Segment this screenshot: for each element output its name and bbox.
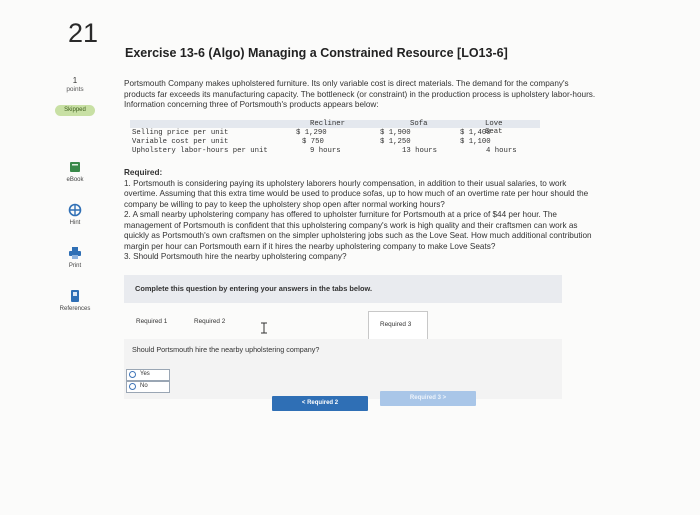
radio-yes[interactable] xyxy=(129,371,136,378)
tab-bar xyxy=(128,311,564,339)
cell-love-seat: $ 1,400 xyxy=(460,129,491,137)
table-row xyxy=(130,147,540,156)
table-row xyxy=(130,129,540,138)
header-recliner: Recliner xyxy=(310,120,346,128)
intro-line: Information concerning three of Portsmouth's products appears below: xyxy=(124,100,379,109)
panel-question: Should Portsmouth hire the nearby upholstering company? xyxy=(132,345,320,354)
header-sofa: Sofa xyxy=(410,120,428,128)
intro-line: products far exceeds its manufacturing capacity. The bottleneck (or constraint) in the production process is upholstery labor-hours. xyxy=(124,89,596,99)
option-no[interactable] xyxy=(126,381,170,393)
row-label: Selling price per unit xyxy=(132,129,229,137)
tab-required-1[interactable]: Required 1 xyxy=(136,318,168,325)
option-yes-label: Yes xyxy=(140,371,150,377)
header-love-seat: Love Seat xyxy=(485,120,503,136)
table-row xyxy=(130,138,540,147)
required-line: 3. Should Portsmouth hire the nearby upholstering company? xyxy=(124,252,347,261)
instruction-box xyxy=(124,275,562,303)
cell-sofa: $ 1,900 xyxy=(380,129,411,137)
print-label: Print xyxy=(68,263,82,269)
next-required-button[interactable]: Required 3 > xyxy=(380,391,476,406)
cell-recliner: 9 hours xyxy=(310,147,341,155)
required-section xyxy=(124,168,664,263)
radio-no[interactable] xyxy=(129,383,136,390)
required-line: 2. A small nearby upholstering company has offered to upholster furniture for Portsmouth at a price of $44 per hour. The xyxy=(124,210,557,219)
print-button[interactable] xyxy=(50,246,100,269)
book-icon xyxy=(68,160,82,174)
references-button[interactable] xyxy=(50,289,100,312)
instruction-text: Complete this question by entering your answers in the tabs below. xyxy=(135,284,373,293)
cell-love-seat: 4 hours xyxy=(486,147,517,155)
tab-required-3[interactable] xyxy=(368,311,428,339)
hint-button[interactable] xyxy=(50,203,100,226)
required-line: 1. Portsmouth is considering paying its upholstery laborers hourly compensation, in addition to their usual salaries, to work xyxy=(124,178,567,188)
intro-line: Portsmouth Company makes upholstered furniture. Its only variable cost is direct materials. The demand for the company's xyxy=(124,79,569,88)
hint-icon xyxy=(68,203,82,217)
required-line: margin per hour can Portsmouth earn if it hires the nearby upholstering company to make Love Seats? xyxy=(124,241,496,251)
cell-sofa: 13 hours xyxy=(402,147,438,155)
cell-love-seat: $ 1,100 xyxy=(460,138,491,146)
references-icon xyxy=(68,289,82,303)
problem-intro xyxy=(124,79,664,111)
ebook-button[interactable] xyxy=(50,160,100,183)
answer-panel xyxy=(124,339,562,399)
cell-recliner: $ 750 xyxy=(302,138,324,146)
ebook-label: eBook xyxy=(66,177,84,183)
references-label: References xyxy=(59,306,91,312)
row-label: Variable cost per unit xyxy=(132,138,229,146)
sidebar xyxy=(50,76,100,312)
points-value: 1 xyxy=(72,76,78,85)
cell-sofa: $ 1,250 xyxy=(380,138,411,146)
option-yes[interactable] xyxy=(126,369,170,381)
points-label: points xyxy=(66,86,84,93)
row-label: Upholstery labor-hours per unit xyxy=(132,147,268,155)
text-cursor-icon xyxy=(260,322,268,334)
required-line: quickly as Portsmouth's own craftsmen on the simpler upholstering jobs such as the Love Seat. How much additional contribution xyxy=(124,231,592,240)
tab-required-3-label: Required 3 xyxy=(380,321,412,328)
tab-required-2[interactable]: Required 2 xyxy=(194,318,226,325)
cell-recliner: $ 1,290 xyxy=(296,129,327,137)
required-line: company be willing to pay to keep the upholstery shop open after normal working hours? xyxy=(124,199,445,209)
option-no-label: No xyxy=(140,383,148,389)
hint-label: Hint xyxy=(69,220,81,226)
required-line: overtime. Assuming that this extra time would be used to produce sofas, up to how much of an overtime rate per hour should the xyxy=(124,189,589,198)
prev-required-button[interactable]: < Required 2 xyxy=(272,396,368,411)
skipped-badge: Skipped xyxy=(55,105,95,116)
required-heading: Required: xyxy=(124,168,163,177)
print-icon xyxy=(68,246,82,260)
question-number: 21 xyxy=(68,18,99,48)
exercise-title: Exercise 13-6 (Algo) Managing a Constrained Resource [LO13-6] xyxy=(125,46,508,60)
required-line: management of Portsmouth is confident that this upholstering company's work is high quality and their craftsmen can work as xyxy=(124,220,578,230)
